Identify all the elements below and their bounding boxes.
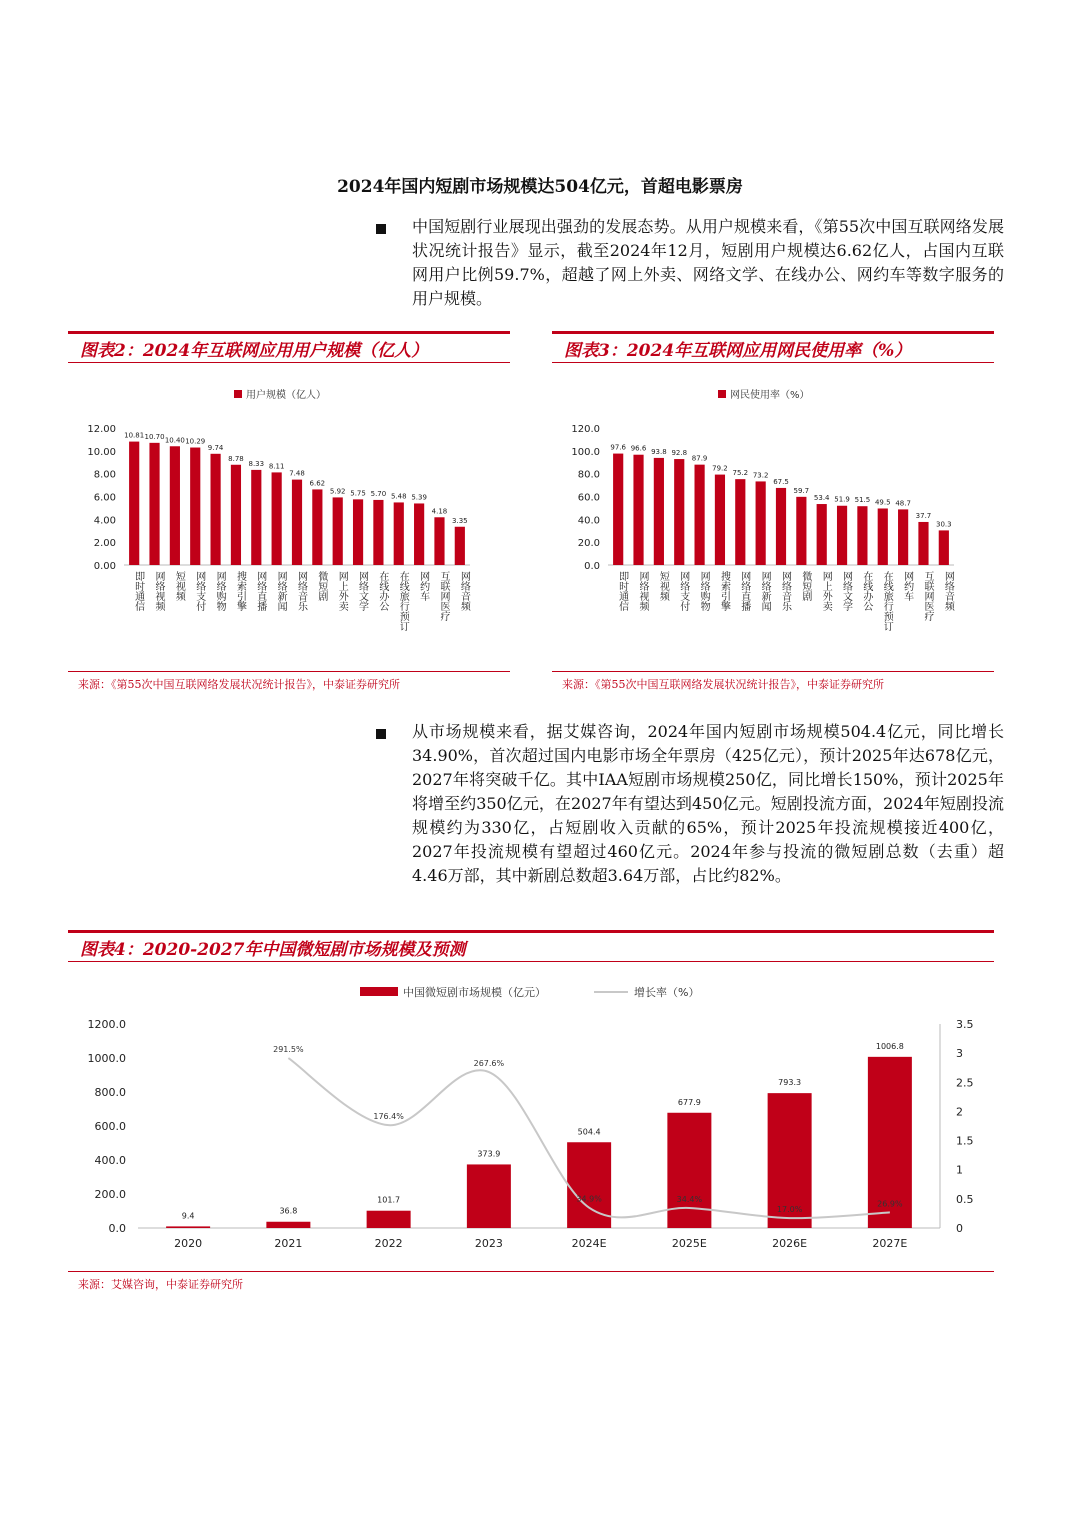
fig3-category-label: 微短剧	[799, 571, 811, 601]
fig3-bar	[695, 465, 705, 565]
fig3-category-label: 网络新闻	[759, 571, 771, 611]
fig2-bar	[292, 480, 302, 565]
fig3-legend-swatch	[718, 390, 726, 398]
fig4-legend-line-label: 增长率（%）	[634, 986, 700, 999]
fig2-category-label: 网络直播	[254, 571, 266, 611]
figure-4-title: 图表4：2020-2027年中国微短剧市场规模及预测	[80, 940, 466, 960]
fig2-category-label: 互联网医疗	[437, 571, 449, 621]
fig2-value-label: 10.29	[185, 437, 206, 446]
fig4-y-tick: 400.0	[94, 1154, 126, 1167]
fig2-bar	[251, 470, 261, 565]
fig4-growth-label: 26.9%	[877, 1199, 903, 1209]
fig3-value-label: 59.7	[793, 486, 810, 495]
fig4-category-label: 2024E	[571, 1237, 607, 1250]
fig4-bar-label: 373.9	[477, 1149, 501, 1159]
fig3-value-label: 53.4	[813, 494, 830, 503]
section-title: 2024年国内短剧市场规模达504亿元，首超电影票房	[337, 177, 743, 197]
fig4-y-tick: 0.0	[108, 1222, 126, 1235]
fig3-bar	[878, 508, 888, 565]
fig3-y-tick: 120.0	[571, 424, 600, 435]
fig2-value-label: 8.78	[228, 454, 244, 463]
fig2-y-tick: 12.00	[87, 424, 116, 435]
fig4-bar	[266, 1222, 310, 1228]
fig2-y-tick: 4.00	[93, 515, 116, 527]
fig2-category-label: 搜索引擎	[234, 571, 246, 611]
fig3-category-label: 网约车	[901, 571, 913, 601]
fig4-legend-bar-swatch	[360, 987, 398, 996]
fig2-category-label: 网络视频	[153, 571, 165, 611]
fig2-bar	[353, 499, 363, 565]
figure-3-source: 来源：《第55次中国互联网络发展状况统计报告》，中泰证券研究所	[562, 678, 884, 691]
fig3-bar	[857, 506, 867, 565]
fig2-value-label: 6.62	[309, 479, 326, 488]
fig3-bar	[796, 497, 806, 565]
fig4-y2-tick: 1	[956, 1163, 963, 1177]
fig4-growth-label: 267.6%	[473, 1059, 505, 1069]
fig2-value-label: 8.11	[268, 462, 285, 471]
fig4-y-tick: 600.0	[94, 1120, 126, 1133]
fig2-category-label: 网络音乐	[295, 571, 307, 611]
fig4-category-label: 2022	[374, 1237, 403, 1250]
fig3-bar	[898, 509, 908, 565]
fig2-bar	[170, 446, 180, 565]
fig3-category-label: 网络购物	[698, 571, 710, 611]
fig2-bar	[129, 442, 139, 565]
fig3-value-label: 93.8	[651, 447, 667, 456]
fig4-y2-tick: 3.5	[956, 1018, 974, 1031]
fig3-category-label: 在线旅行预订	[881, 571, 893, 631]
fig2-bar	[373, 500, 383, 565]
fig3-value-label: 49.5	[874, 498, 891, 507]
fig3-y-tick: 80.0	[577, 469, 600, 481]
figure-4-source-divider	[68, 1271, 994, 1272]
fig2-bar	[414, 503, 424, 565]
fig4-bar-label: 1006.8	[875, 1041, 904, 1051]
fig4-bar	[467, 1164, 511, 1228]
fig4-category-label: 2023	[474, 1237, 503, 1250]
fig2-bar	[149, 443, 159, 565]
figure-3-chart	[552, 372, 994, 670]
fig2-bar	[312, 489, 322, 565]
fig2-value-label: 8.33	[248, 459, 265, 468]
fig3-value-label: 96.6	[630, 444, 647, 453]
fig2-legend-label: 用户规模（亿人）	[246, 390, 326, 401]
fig4-bar-label: 36.8	[279, 1206, 298, 1216]
fig4-bar-label: 9.4	[181, 1211, 195, 1221]
fig3-bar	[613, 454, 623, 565]
fig3-category-label: 互联网医疗	[921, 571, 933, 621]
figure-2-source: 来源：《第55次中国互联网络发展状况统计报告》，中泰证券研究所	[78, 678, 400, 691]
fig4-bar-label: 504.4	[577, 1127, 601, 1137]
fig2-value-label: 5.39	[411, 493, 427, 502]
fig3-value-label: 92.8	[671, 449, 688, 458]
fig3-value-label: 51.5	[854, 496, 871, 505]
figure-3-title: 图表3：2024年互联网应用网民使用率（%）	[564, 341, 912, 361]
fig3-bar	[776, 488, 786, 565]
fig3-y-tick: 60.0	[577, 492, 600, 504]
fig3-bar	[817, 504, 827, 565]
fig4-y-tick: 200.0	[94, 1188, 126, 1201]
fig2-value-label: 10.81	[124, 431, 145, 440]
fig3-y-tick: 100.0	[571, 446, 600, 458]
fig2-category-label: 网络支付	[193, 571, 205, 611]
fig4-bar	[667, 1113, 711, 1228]
fig4-bar-label: 677.9	[677, 1097, 701, 1107]
fig3-value-label: 75.2	[732, 469, 749, 478]
fig2-legend-swatch	[234, 390, 242, 398]
fig4-y2-tick: 2.5	[956, 1076, 974, 1090]
fig3-category-label: 网络音乐	[779, 571, 791, 611]
figure-4-chart	[68, 972, 994, 1270]
fig4-growth-label: 176.4%	[373, 1112, 404, 1122]
fig4-y-tick: 800.0	[94, 1086, 126, 1099]
fig2-category-label: 网络文学	[356, 571, 368, 611]
fig3-value-label: 79.2	[712, 464, 728, 473]
fig4-category-label: 2021	[274, 1237, 303, 1250]
fig2-value-label: 5.48	[390, 492, 407, 501]
fig2-category-label: 在线办公	[376, 571, 388, 611]
fig4-category-label: 2026E	[772, 1237, 808, 1250]
fig2-bar	[434, 517, 444, 565]
fig2-category-label: 网约车	[417, 571, 429, 601]
fig2-y-tick: 6.00	[93, 492, 116, 504]
fig2-category-label: 即时通信	[132, 571, 144, 611]
fig3-category-label: 网络直播	[738, 571, 750, 611]
fig3-category-label: 网络音频	[942, 571, 954, 611]
paragraph-user-scale: 中国短剧行业展现出强劲的发展态势。从用户规模来看，《第55次中国互联网络发展状况统计报告》显示，截至2024年12月，短剧用户规模达6.62亿人，占国内互联网用户比例59.7%，超越了网上外卖、网络文学、在线办公、网约车等数字服务的用户规模。	[412, 217, 1004, 308]
fig4-growth-label: 34.4%	[676, 1194, 703, 1204]
figure-2-title: 图表2：2024年互联网应用用户规模（亿人）	[80, 341, 429, 361]
fig3-bar	[756, 481, 766, 565]
fig4-growth-label: 17.0%	[776, 1205, 803, 1215]
fig4-y-tick: 1000.0	[87, 1052, 126, 1065]
fig2-value-label: 7.48	[289, 469, 305, 478]
fig4-y-tick: 1200.0	[87, 1018, 126, 1031]
fig4-y2-tick: 2	[956, 1105, 963, 1119]
fig3-value-label: 48.7	[895, 499, 911, 508]
fig3-value-label: 30.3	[936, 520, 952, 529]
fig4-y2-tick: 3	[956, 1047, 963, 1061]
figure-2-source-divider	[68, 671, 510, 672]
fig4-bar-label: 101.7	[377, 1195, 401, 1205]
fig2-bar	[211, 454, 221, 565]
fig2-bar	[455, 527, 465, 565]
fig3-value-label: 37.7	[915, 511, 932, 520]
fig4-bar-label: 793.3	[778, 1078, 802, 1088]
fig3-bar	[715, 475, 725, 565]
figure-4-source: 来源：艾媒咨询，中泰证券研究所	[78, 1278, 243, 1291]
fig3-bar	[654, 458, 664, 565]
fig4-category-label: 2025E	[671, 1237, 707, 1250]
fig3-category-label: 搜索引擎	[718, 571, 730, 611]
figure-2-chart	[68, 372, 510, 670]
bullet-marker	[376, 729, 386, 739]
fig3-value-label: 51.9	[834, 495, 850, 504]
figure-3-source-divider	[552, 671, 994, 672]
fig2-y-tick: 8.00	[93, 469, 116, 481]
paragraph-market-scale: 从市场规模来看，据艾媒咨询，2024年国内短剧市场规模504.4亿元，同比增长34.90%，首次超过国内电影市场全年票房（425亿元），预计2025年达678亿元，2027年将突破千亿。其中IAA短剧市场规模250亿，同比增长150%，预计2025年将增至约350亿元，在2027年有望达到450亿元。短剧投流方面，2024年短剧投流规模约为330亿，占短剧收入贡献的65%，预计2025年投流规模接近400亿，2027年投流规模有望超过460亿元。2024年参与投流的微短剧总数（去重）超4.46万部，其中新剧总数超3.64万部，占比约82%。	[412, 722, 1004, 885]
fig2-value-label: 5.70	[370, 489, 387, 498]
fig4-bar	[166, 1226, 210, 1228]
fig2-category-label: 在线旅行预订	[397, 571, 409, 631]
fig3-y-tick: 0.0	[584, 561, 600, 572]
fig3-category-label: 网络视频	[637, 571, 649, 611]
fig3-bar	[674, 459, 684, 565]
fig4-legend-bar-label: 中国微短剧市场规模（亿元）	[403, 986, 546, 999]
fig4-y2-tick: 1.5	[956, 1134, 974, 1148]
fig2-category-label: 网络音频	[458, 571, 470, 611]
fig4-y2-tick: 0.5	[956, 1192, 974, 1206]
fig3-category-label: 即时通信	[616, 571, 628, 611]
figure-2-heading	[68, 331, 510, 363]
fig2-value-label: 3.35	[452, 516, 468, 525]
fig2-value-label: 5.92	[329, 487, 346, 496]
fig2-category-label: 网上外卖	[336, 571, 348, 611]
fig3-y-tick: 40.0	[577, 515, 600, 527]
figure-4-heading	[68, 930, 994, 962]
fig2-bar	[190, 448, 200, 565]
fig3-value-label: 73.2	[752, 471, 769, 480]
fig2-y-tick: 2.00	[93, 538, 116, 550]
fig4-y2-tick: 0	[956, 1222, 963, 1235]
fig2-value-label: 5.75	[350, 489, 366, 498]
fig3-category-label: 在线办公	[860, 571, 872, 611]
fig2-category-label: 短视频	[173, 571, 185, 601]
fig4-bar	[367, 1211, 411, 1228]
fig3-value-label: 87.9	[691, 454, 708, 463]
fig2-value-label: 10.70	[144, 432, 165, 441]
fig2-y-tick: 0.00	[93, 561, 116, 572]
fig3-bar	[837, 506, 847, 565]
fig3-bar	[735, 479, 745, 565]
fig4-growth-label: 34.9%	[576, 1194, 602, 1204]
fig2-bar	[394, 502, 404, 565]
fig3-category-label: 网络支付	[677, 571, 689, 611]
fig4-category-label: 2020	[174, 1237, 203, 1250]
fig3-category-label: 网络文学	[840, 571, 852, 611]
fig2-value-label: 10.40	[164, 436, 185, 445]
fig4-category-label: 2027E	[872, 1237, 908, 1250]
fig3-bar	[633, 455, 643, 565]
fig2-bar	[333, 497, 343, 565]
fig3-bar	[939, 530, 949, 565]
fig2-value-label: 4.18	[431, 507, 448, 516]
fig2-bar	[272, 472, 282, 565]
fig2-bar	[231, 465, 241, 565]
fig3-y-tick: 20.0	[577, 538, 600, 550]
fig3-legend-label: 网民使用率（%）	[730, 390, 810, 401]
fig2-category-label: 网络新闻	[275, 571, 287, 611]
fig3-bar	[918, 522, 928, 565]
fig3-value-label: 97.6	[610, 443, 626, 452]
fig2-category-label: 网络购物	[214, 571, 226, 611]
fig3-value-label: 67.5	[773, 477, 789, 486]
fig4-growth-label: 291.5%	[273, 1045, 304, 1055]
bullet-marker	[376, 224, 386, 234]
fig2-category-label: 微短剧	[315, 571, 327, 601]
fig2-value-label: 9.74	[207, 443, 224, 452]
figure-3-heading	[552, 331, 994, 363]
fig2-y-tick: 10.00	[87, 446, 116, 458]
fig3-category-label: 短视频	[657, 571, 669, 601]
fig3-category-label: 网上外卖	[820, 571, 832, 611]
